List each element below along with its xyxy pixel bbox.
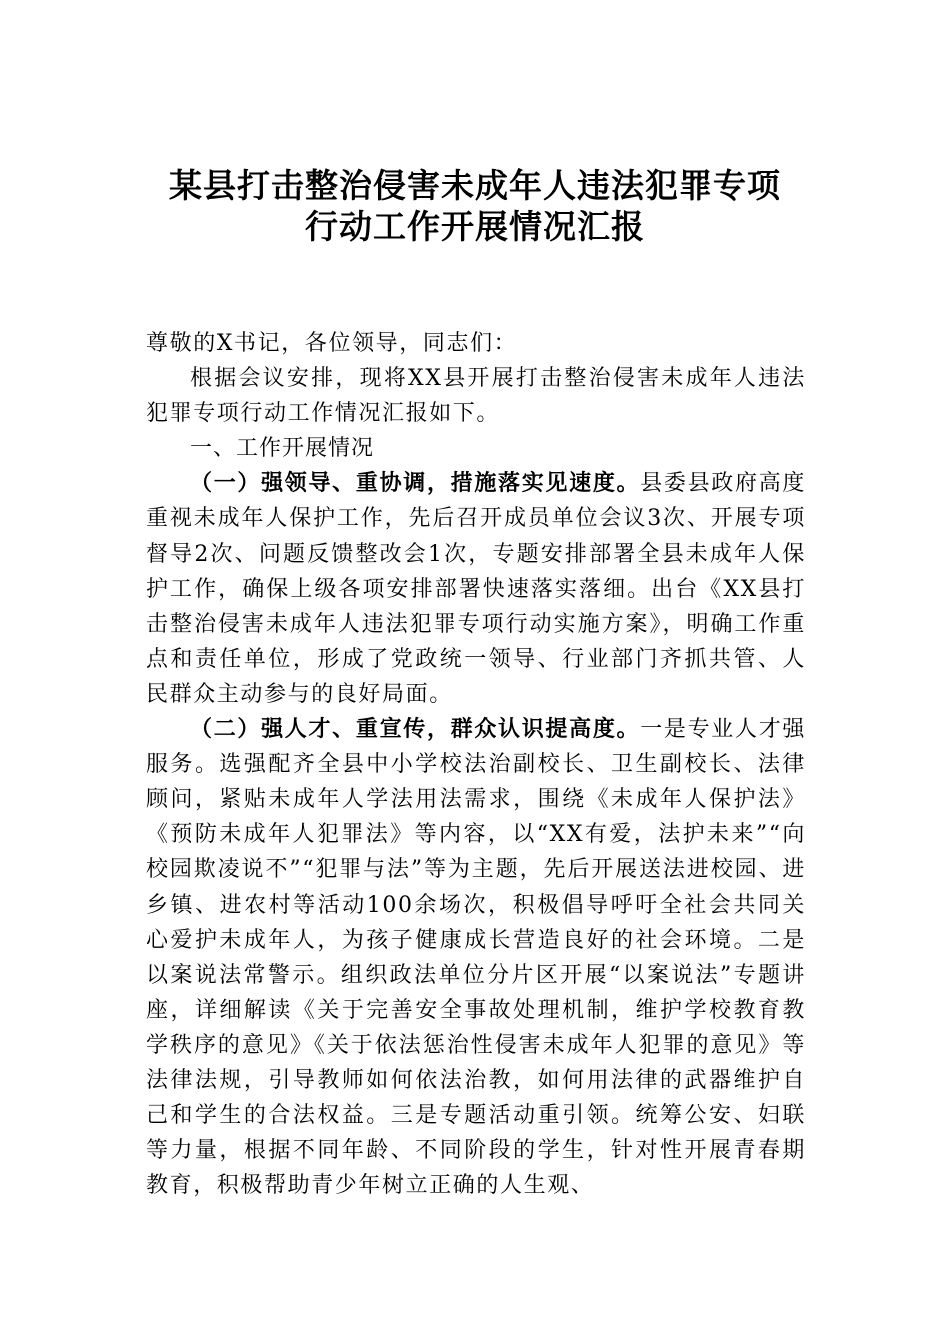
document-title-line-2: 行动工作开展情况汇报 <box>305 207 645 246</box>
item-2-paragraph <box>146 712 806 1203</box>
item-2-lead: （二）强人才、重宣传，群众认识提高度。 <box>190 716 641 743</box>
document-title-line-1: 某县打击整治侵害未成年人违法犯罪专项 <box>169 166 781 205</box>
item-1-paragraph <box>146 466 806 712</box>
salutation: 尊敬的X书记，各位领导，同志们： <box>146 331 518 356</box>
section-heading: 一、工作开展情况 <box>190 436 375 462</box>
intro-paragraph: 根据会议安排，现将XX县开展打击整治侵害未成年人违法犯罪专项行动工作情况汇报如下。 <box>146 366 806 427</box>
item-1-body: 县委县政府高度重视未成年人保护工作，先后召开成员单位会议3次、开展专项督导2次、问题反馈整改会1次，专题安排部署全县未成年人保护工作，确保上级各项安排部署快速落实落细。出台《XX县打击整治侵害未成年人违法犯罪专项行动实施方案》，明确工作重点和责任单位，形成了党政统一领导、行业部门齐抓共管、人民群众主动参与的良好局面。 <box>146 471 806 707</box>
item-2-body: 一是专业人才强服务。选强配齐全县中小学校法治副校长、卫生副校长、法律顾问，紧贴未成年人学法用法需求，围绕《未成年人保护法》《预防未成年人犯罪法》等内容，以“XX有爱，法护未来”“向校园欺凌说不”“犯罪与法”等为主题，先后开展送法进校园、进乡镇、进农村等活动100余场次，积极倡导呼吁全社会共同关心爱护未成年人，为孩子健康成长营造良好的社会环境。二是以案说法常警示。组织政法单位分片区开展“以案说法”专题讲座，详细解读《关于完善安全事故处理机制，维护学校教育教学秩序的意见》《关于依法惩治性侵害未成年人犯罪的意见》等法律法规，引导教师如何依法治教，如何用法律的武器维护自己和学生的合法权益。三是专题活动重引领。统筹公安、妇联等力量，根据不同年龄、不同阶段的学生，针对性开展青春期教育，积极帮助青少年树立正确的人生观、 <box>146 717 806 1199</box>
document-body <box>146 326 806 1203</box>
item-1-lead: （一）强领导、重协调，措施落实见速度。 <box>190 470 641 497</box>
